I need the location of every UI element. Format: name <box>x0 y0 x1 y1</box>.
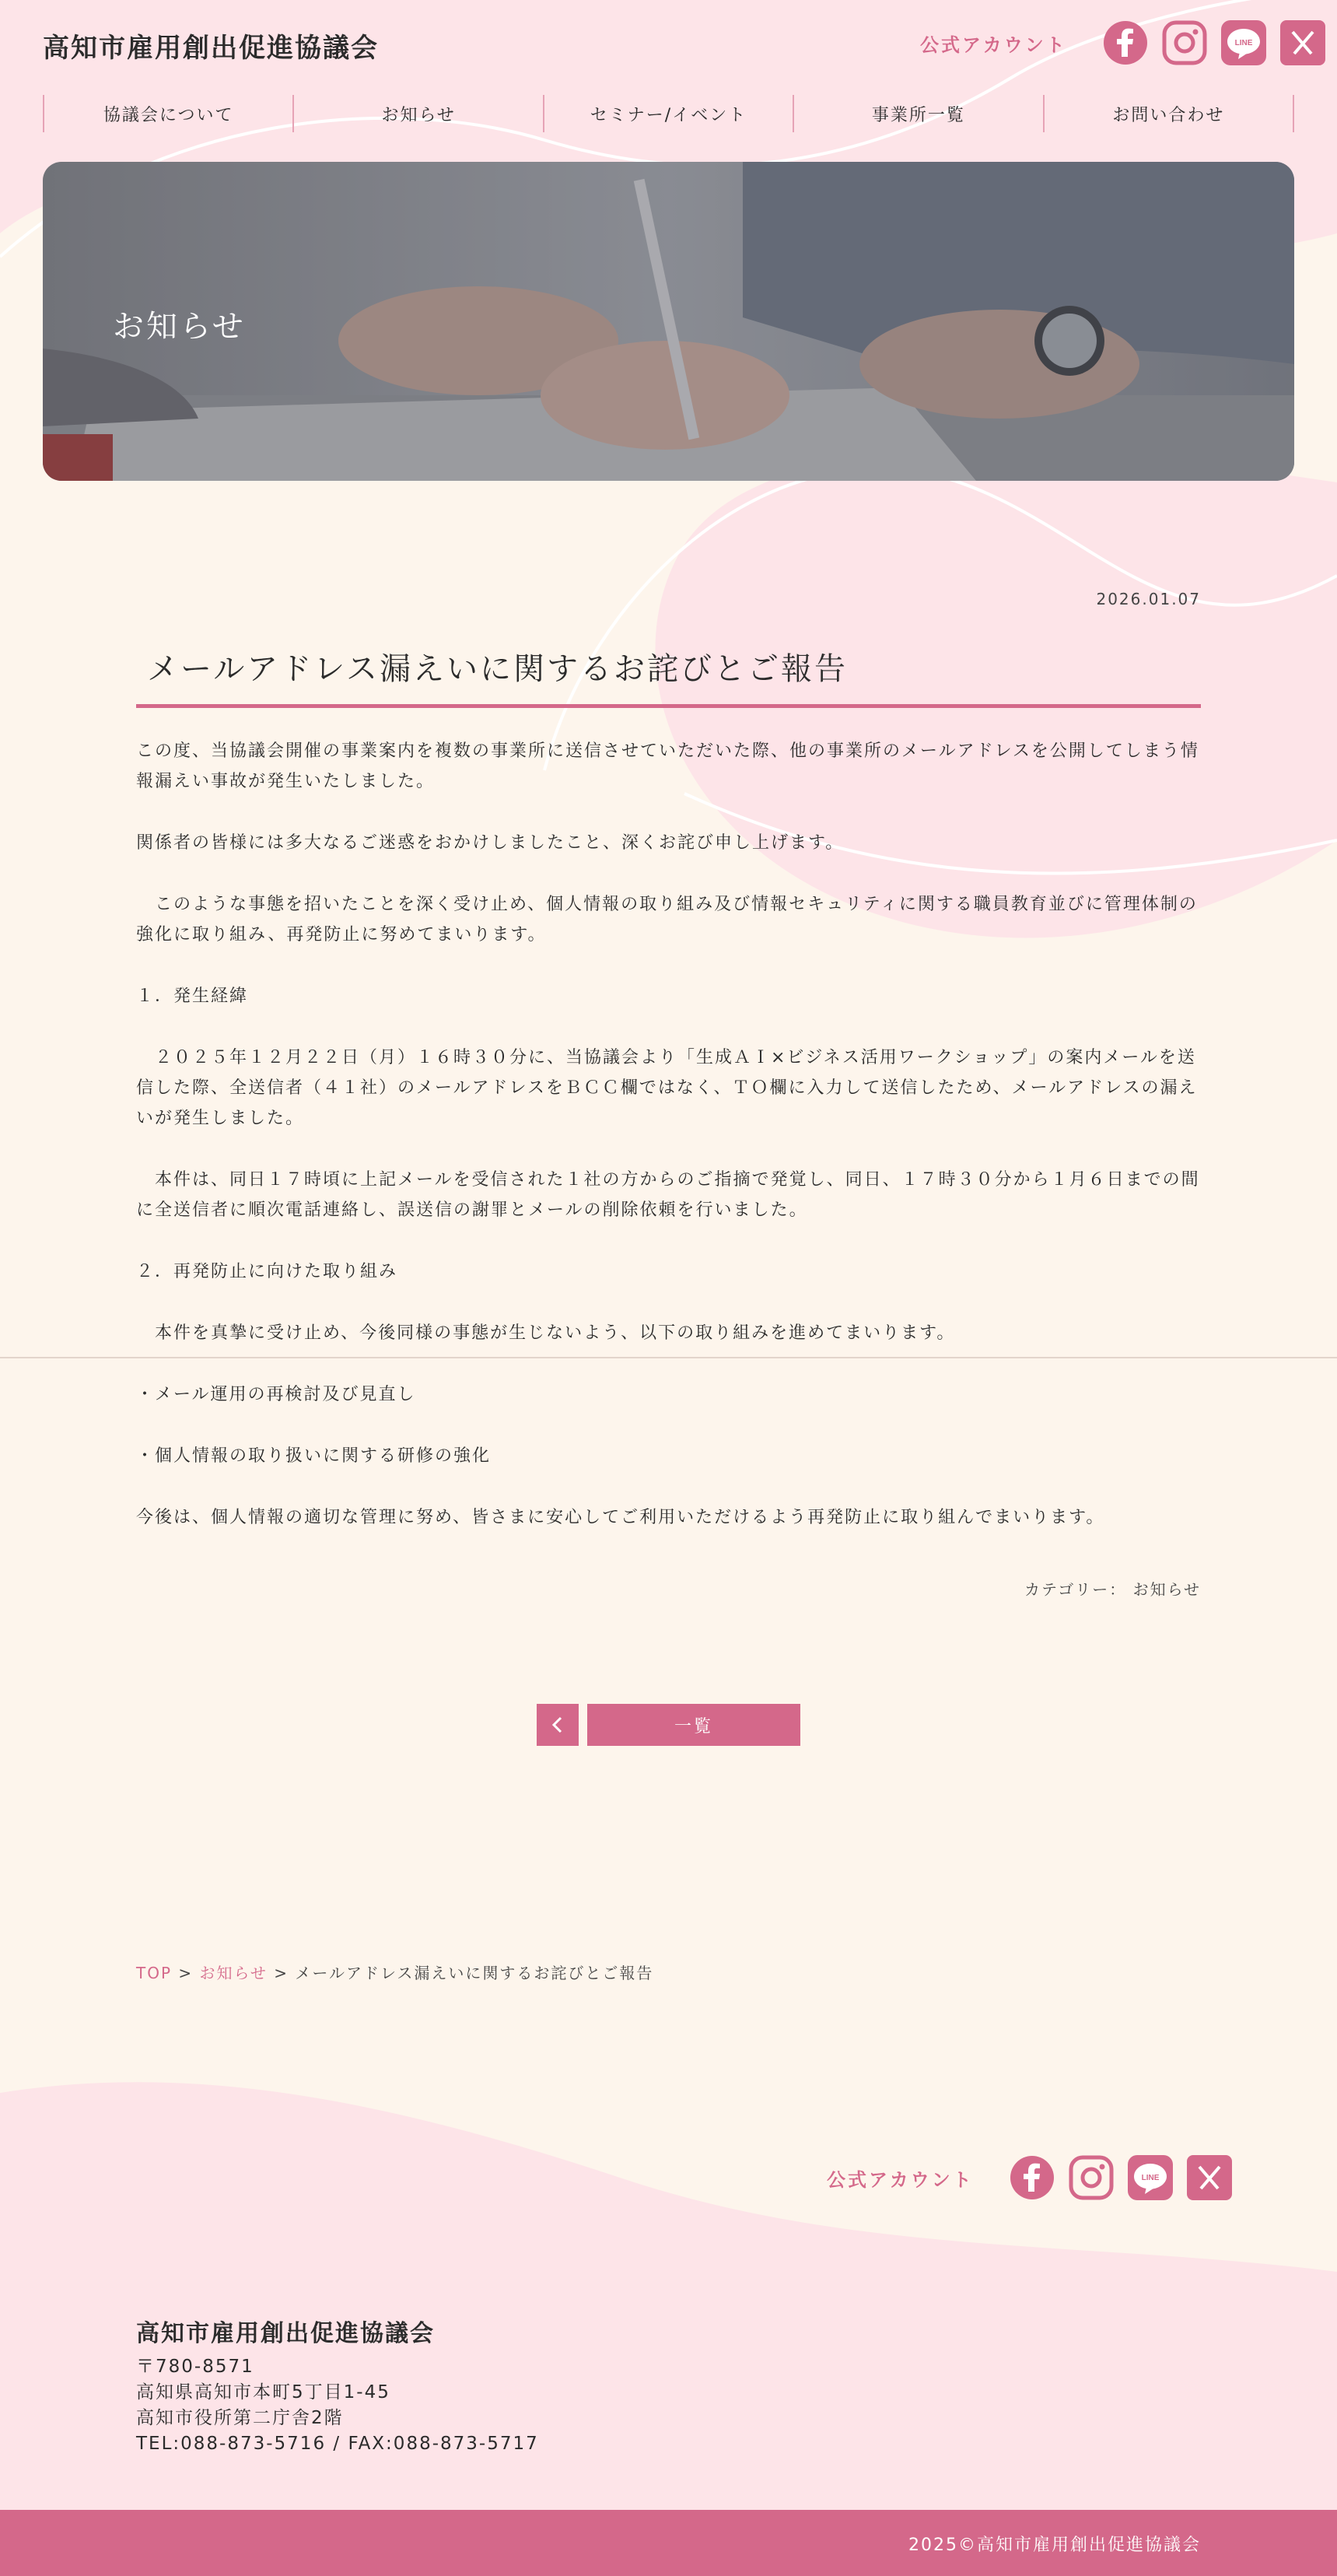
post-heading: ２．再発防止に向けた取り組み <box>136 1262 398 1281</box>
post-body <box>136 736 1201 1564</box>
breadcrumb-top[interactable]: TOP <box>136 1964 173 1982</box>
breadcrumb-separator: > <box>172 1964 200 1982</box>
site-title[interactable]: 高知市雇用創出促進協議会 <box>43 33 379 64</box>
breadcrumb-news[interactable]: お知らせ <box>199 1964 268 1982</box>
footer-social-links <box>827 2155 1232 2200</box>
hero-title: お知らせ <box>113 309 246 345</box>
header-social-links <box>920 20 1325 65</box>
footer-address <box>136 2354 539 2457</box>
post-paragraph: このような事態を招いたことを深く受け止め、個人情報の取り組み及び情報セキュリティに関する職員教育並びに管理体制の強化に取り組み、再発防止に努めてまいります。 <box>136 895 1198 945</box>
facebook-icon[interactable] <box>1103 20 1148 65</box>
breadcrumb-current: メールアドレス漏えいに関するお詫びとご報告 <box>295 1964 654 1982</box>
post-paragraph: 本件は、同日１７時頃に上記メールを受信された１社の方からのご指摘で発覚し、同日、１７時３０分から１月６日までの間に全送信者に順次電話連絡し、誤送信の謝罪とメールの削除依頼を行いました。 <box>136 1170 1200 1220</box>
post-paragraph: 関係者の皆様には多大なるご迷惑をおかけしましたこと、深くお詫び申し上げます。 <box>136 833 845 853</box>
global-nav <box>43 95 1294 132</box>
svg-text:LINE: LINE <box>1141 2174 1160 2182</box>
divider <box>0 1357 1337 1358</box>
footer-address-line: TEL:088-873-5716 / FAX:088-873-5717 <box>136 2434 539 2454</box>
x-icon[interactable] <box>1187 2155 1232 2200</box>
copyright-bar <box>0 2510 1337 2576</box>
post-paragraph: この度、当協議会開催の事業案内を複数の事業所に送信させていただいた際、他の事業所のメールアドレスを公開してしまう情報漏えい事故が発生いたしました。 <box>136 741 1199 791</box>
list-button[interactable]: 一覧 <box>587 1704 800 1746</box>
line-icon[interactable] <box>1128 2155 1173 2200</box>
breadcrumb <box>136 1961 653 1983</box>
footer-address-line: 高知市役所第二庁舎2階 <box>136 2408 344 2428</box>
social-label: 公式アカウント <box>827 2168 974 2191</box>
nav-item-about[interactable]: 協議会について <box>43 95 292 132</box>
footer-org-name: 高知市雇用創出促進協議会 <box>136 2320 435 2347</box>
post-list-item: ・メール運用の再検討及び見直し <box>136 1385 416 1404</box>
nav-item-seminar[interactable]: セミナー/イベント <box>543 95 793 132</box>
post-date: 2026.01.07 <box>1096 590 1201 608</box>
footer-address-line: 〒780-8571 <box>136 2357 254 2377</box>
hero-banner <box>43 162 1294 481</box>
footer-address-line: 高知県高知市本町5丁目1-45 <box>136 2382 390 2403</box>
nav-item-news[interactable]: お知らせ <box>292 95 542 132</box>
social-label: 公式アカウント <box>920 33 1067 56</box>
post-category[interactable]: カテゴリー： お知らせ <box>1024 1580 1201 1599</box>
post-paragraph: 本件を真摯に受け止め、今後同様の事態が生じないよう、以下の取り組みを進めてまいります。 <box>136 1323 956 1343</box>
prev-post-button[interactable] <box>537 1704 579 1746</box>
svg-text:LINE: LINE <box>1234 39 1253 47</box>
post-title: メールアドレス漏えいに関するお詫びとご報告 <box>136 644 1201 708</box>
x-icon[interactable] <box>1280 20 1325 65</box>
breadcrumb-separator: > <box>267 1964 296 1982</box>
chevron-left-icon <box>550 1716 565 1734</box>
copyright: 2025©高知市雇用創出促進協議会 <box>908 2536 1201 2555</box>
post-list-item: ・個人情報の取り扱いに関する研修の強化 <box>136 1446 492 1466</box>
instagram-icon[interactable] <box>1162 20 1207 65</box>
post-paragraph: ２０２５年１２月２２日（月）１６時３０分に、当協議会より「生成ＡＩ×ビジネス活用ワークショップ」の案内メールを送信した際、全送信者（４１社）のメールアドレスをＢＣＣ欄ではなく、ＴＯ欄に入力して送信したため、メールアドレスの漏えいが発生しました。 <box>136 1048 1198 1128</box>
nav-item-companies[interactable]: 事業所一覧 <box>793 95 1042 132</box>
post-heading: １．発生経緯 <box>136 987 249 1006</box>
line-icon[interactable] <box>1221 20 1266 65</box>
facebook-icon[interactable] <box>1010 2155 1055 2200</box>
nav-item-contact[interactable]: お問い合わせ <box>1043 95 1294 132</box>
instagram-icon[interactable] <box>1069 2155 1114 2200</box>
post-paragraph: 今後は、個人情報の適切な管理に努め、皆さまに安心してご利用いただけるよう再発防止に取り組んでまいります。 <box>136 1508 1105 1527</box>
